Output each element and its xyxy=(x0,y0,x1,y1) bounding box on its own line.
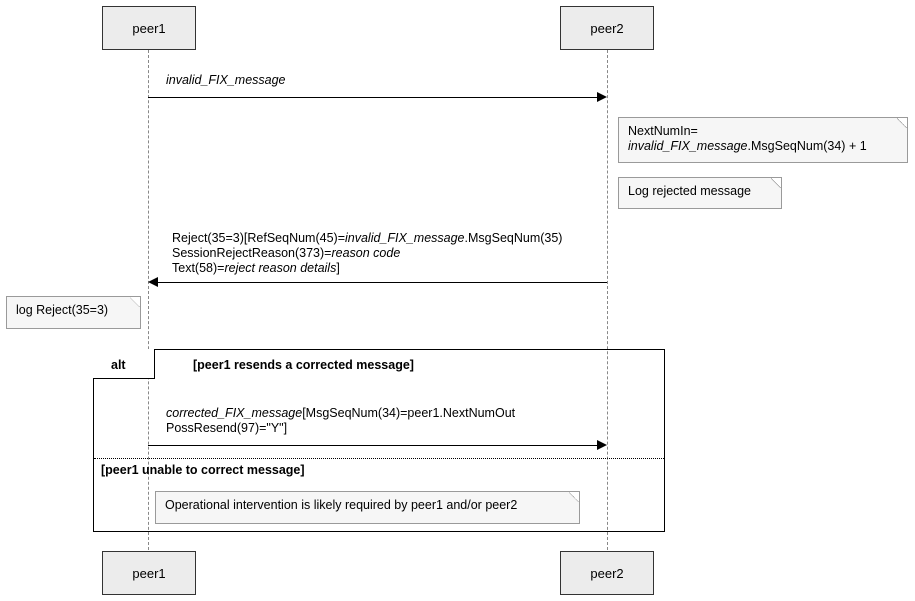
alt-fragment-tab-clip xyxy=(155,366,168,379)
message-reject-arrowhead xyxy=(148,277,158,287)
message-reject-line xyxy=(158,282,607,283)
message-corrected-line2: PossResend(97)="Y"] xyxy=(166,421,288,435)
message-corrected-fix-message-arrowhead xyxy=(597,440,607,450)
alt-fragment-condition-1: [peer1 resends a corrected message] xyxy=(193,358,414,372)
message-reject-line3-a: Text(58)= xyxy=(172,261,225,275)
log-rejected-message-note xyxy=(618,177,782,209)
participant-peer2-top[interactable] xyxy=(560,6,654,50)
participant-peer2-top-label: peer2 xyxy=(590,20,624,36)
note-fold-icon xyxy=(569,492,579,502)
participant-peer1-bottom-label: peer1 xyxy=(132,565,166,581)
alt-fragment-divider xyxy=(94,458,664,459)
operational-intervention-note xyxy=(155,491,580,524)
participant-peer1-bottom[interactable] xyxy=(102,551,196,595)
note-fold-icon xyxy=(897,118,907,128)
message-invalid-fix-message-line xyxy=(148,97,598,98)
message-corrected-line1-b: [MsgSeqNum(34)=peer1.NextNumOut xyxy=(302,406,516,420)
message-reject-label xyxy=(172,231,562,276)
message-invalid-fix-message-arrowhead xyxy=(597,92,607,102)
message-corrected-fix-message-line xyxy=(148,445,598,446)
next-num-in-note-line2-rest: .MsgSeqNum(34) + 1 xyxy=(747,139,867,153)
next-num-in-note-line2-italic: invalid_FIX_message xyxy=(628,139,748,153)
participant-peer2-bottom-label: peer2 xyxy=(590,565,624,581)
note-fold-icon xyxy=(130,297,140,307)
log-reject-note xyxy=(6,296,141,329)
message-reject-line1-b: invalid_FIX_message xyxy=(345,231,465,245)
participant-peer1-top-label: peer1 xyxy=(132,20,166,36)
participant-peer1-top[interactable] xyxy=(102,6,196,50)
message-corrected-line1-a: corrected_FIX_message xyxy=(166,406,303,420)
message-invalid-fix-message-label xyxy=(166,73,286,88)
message-reject-line1-c: .MsgSeqNum(35) xyxy=(464,231,563,245)
participant-peer2-bottom[interactable] xyxy=(560,551,654,595)
operational-intervention-note-text: Operational intervention is likely required by peer1 and/or peer2 xyxy=(165,498,518,512)
note-fold-icon xyxy=(771,178,781,188)
log-reject-note-text: log Reject(35=3) xyxy=(16,303,109,317)
message-reject-line3-b: reject reason details xyxy=(224,261,337,275)
log-rejected-message-note-text: Log rejected message xyxy=(628,184,751,198)
message-reject-line2-a: SessionRejectReason(373)= xyxy=(172,246,332,260)
message-invalid-fix-message-text: invalid_FIX_message xyxy=(166,73,286,87)
message-reject-line3-c: ] xyxy=(336,261,340,275)
next-num-in-note-line1: NextNumIn= xyxy=(628,124,698,138)
alt-fragment-operator: alt xyxy=(111,358,126,372)
next-num-in-note xyxy=(618,117,908,163)
alt-fragment-condition-2: [peer1 unable to correct message] xyxy=(101,463,305,477)
message-reject-line2-b: reason code xyxy=(331,246,401,260)
message-reject-line1-a: Reject(35=3)[RefSeqNum(45)= xyxy=(172,231,345,245)
message-corrected-fix-message-label xyxy=(166,406,515,436)
